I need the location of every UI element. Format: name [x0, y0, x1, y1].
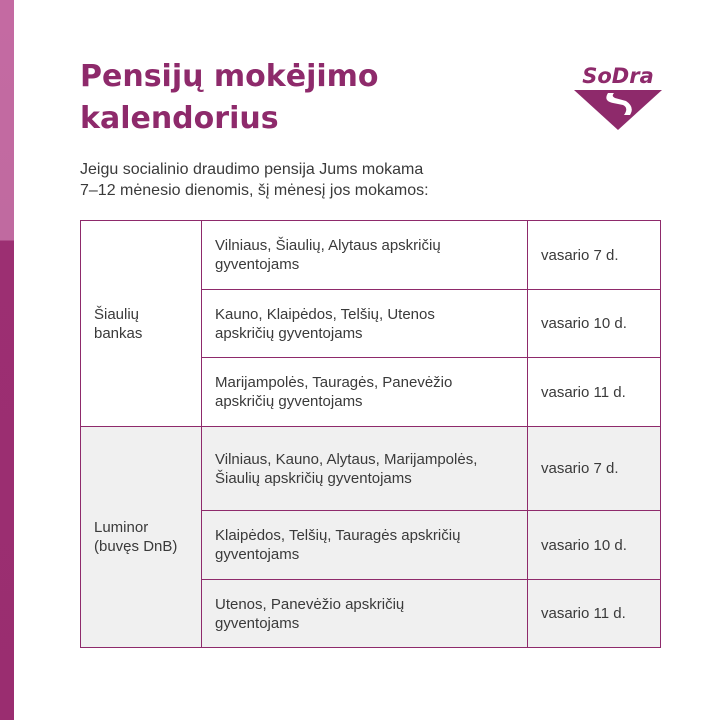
intro-text — [80, 159, 500, 201]
region-line-2: Šiaulių apskričių gyventojams — [215, 469, 412, 487]
bank-name-cell — [81, 221, 202, 427]
region-line-1: Marijampolės, Tauragės, Panevėžio — [215, 374, 453, 391]
bank-name-line-1: Luminor — [94, 519, 149, 536]
payment-date-cell: vasario 11 d. — [528, 358, 661, 427]
bank-name-line-2: (buvęs DnB) — [94, 538, 178, 555]
region-line-2: apskričių gyventojams — [215, 324, 363, 342]
intro-line-2: 7–12 mėnesio dienomis, šį mėnesį jos mokamos: — [80, 182, 429, 199]
title-line-1: Pensijų mokėjimo — [80, 59, 379, 94]
bank-name-cell — [81, 427, 202, 648]
page-title — [80, 56, 500, 140]
sodra-logo — [568, 62, 668, 132]
region-cell — [202, 221, 528, 290]
region-cell — [202, 427, 528, 511]
region-line-1: Kauno, Klaipėdos, Telšių, Utenos — [215, 305, 435, 323]
bank-name-line-1: Šiaulių — [94, 305, 140, 323]
payment-date-cell: vasario 7 d. — [528, 221, 661, 290]
table-row — [81, 221, 661, 290]
table-row — [81, 427, 661, 511]
logo-triangle-icon — [574, 90, 662, 130]
region-line-2: gyventojams — [215, 546, 300, 563]
logo-text: SoDra — [582, 64, 654, 88]
region-cell — [202, 580, 528, 648]
region-line-2: apskričių gyventojams — [215, 393, 363, 410]
decorative-side-strip — [0, 0, 14, 720]
region-line-1: Klaipėdos, Telšių, Tauragės apskričių — [215, 527, 461, 544]
region-cell — [202, 290, 528, 358]
region-cell — [202, 358, 528, 427]
bank-group-luminor — [81, 427, 661, 648]
bank-group-siauliu — [81, 221, 661, 427]
region-line-1: Vilniaus, Kauno, Alytaus, Marijampolės, — [215, 450, 478, 468]
payment-date-cell: vasario 11 d. — [528, 580, 661, 648]
region-line-1: Utenos, Panevėžio apskričių — [215, 595, 405, 613]
payment-date-cell: vasario 10 d. — [528, 511, 661, 580]
payment-date-cell: vasario 7 d. — [528, 427, 661, 511]
region-line-2: gyventojams — [215, 614, 300, 632]
payment-schedule-table — [80, 220, 661, 648]
bank-name-line-2: bankas — [94, 324, 143, 342]
payment-date-cell: vasario 10 d. — [528, 290, 661, 358]
region-cell — [202, 511, 528, 580]
intro-line-1: Jeigu socialinio draudimo pensija Jums mokama — [80, 161, 424, 178]
region-line-1: Vilniaus, Šiaulių, Alytaus apskričių — [215, 237, 441, 254]
region-line-2: gyventojams — [215, 256, 300, 273]
title-line-2: kalendorius — [80, 101, 279, 136]
